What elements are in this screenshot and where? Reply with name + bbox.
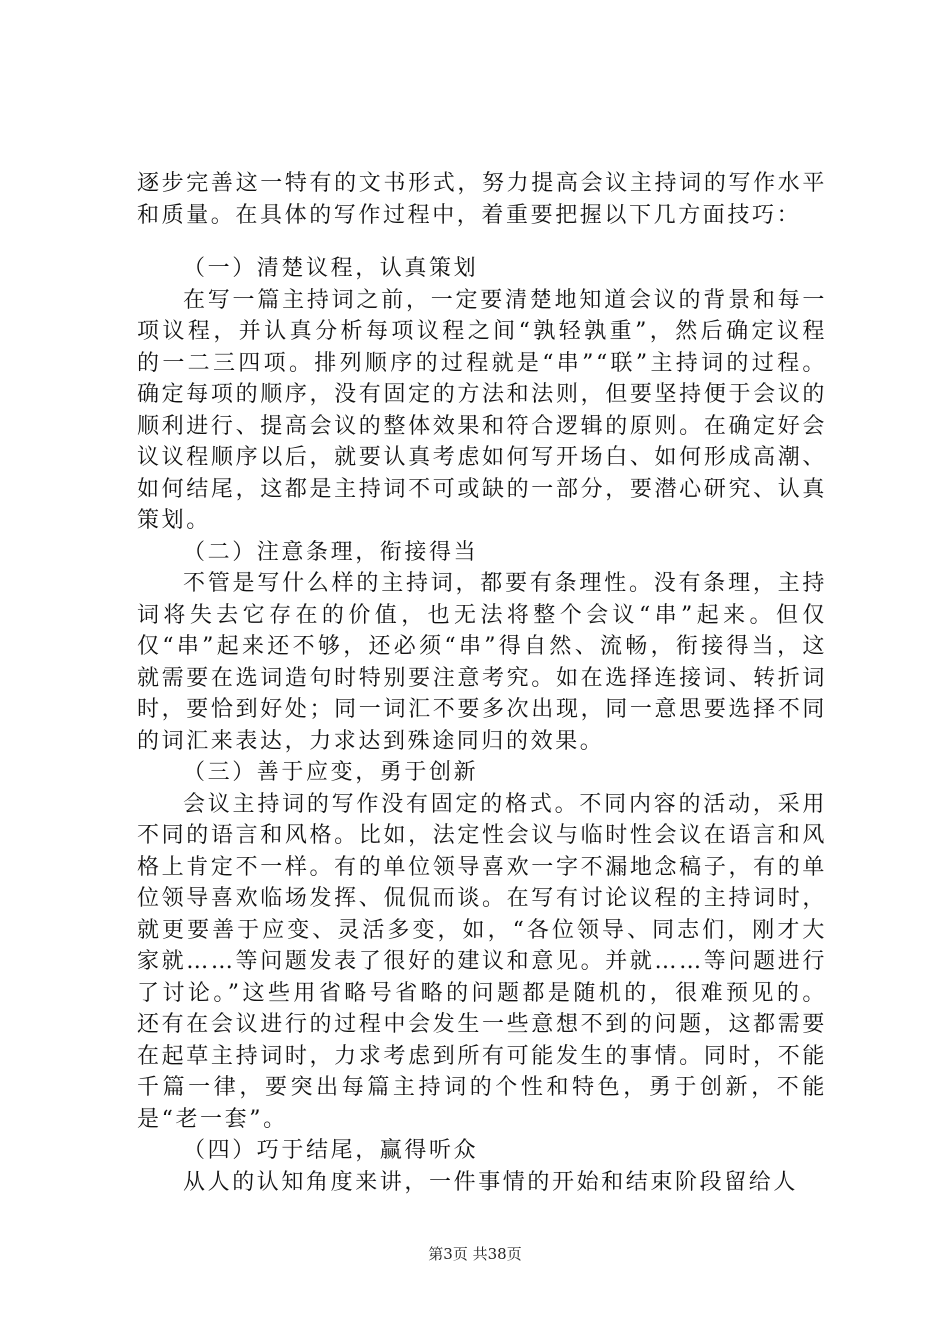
page-footer xyxy=(0,1243,950,1264)
paragraph-section-4: 从人的认知角度来讲，一件事情的开始和结束阶段留给人 xyxy=(183,1169,799,1195)
section-heading-4: （四）巧于结尾，赢得听众 xyxy=(183,1138,479,1163)
paragraph-continuation: 逐步完善这一特有的文书形式，努力提高会议主持词的写作水平和质量。在具体的写作过程中，着重要把握以下几方面技巧： xyxy=(137,171,827,228)
section-heading-2: （二）注意条理，衔接得当 xyxy=(183,539,479,565)
section-heading-1: （一）清楚议程，认真策划 xyxy=(183,256,479,281)
paragraph-section-1: 在写一篇主持词之前，一定要清楚地知道会议的背景和每一项议程，并认真分析每项议程之间“孰轻孰重”，然后确定议程的一二三四项。排列顺序的过程就是“串”“联”主持词的过程。确定每项的顺序，没有固定的方法和法则，但要坚持便于会议的顺利进行、提高会议的整体效果和符合逻辑的原则。在确定好会议议程顺序以后，就要认真考虑如何写开场白、如何形成高潮、如何结尾，这都是主持词不可或缺的一部分，要潜心研究、认真策划。 xyxy=(137,287,827,533)
page-number: 第3页 共38页 xyxy=(428,1245,522,1263)
document-body xyxy=(137,168,827,1198)
paragraph-section-2: 不管是写什么样的主持词，都要有条理性。没有条理，主持词将失去它存在的价值，也无法将整个会议“串”起来。但仅仅“串”起来还不够，还必须“串”得自然、流畅，衔接得当，这就需要在选词造句时特别要注意考究。如在选择连接词、转折词时，要恰到好处；同一词汇不要多次出现，同一意思要选择不同的词汇来表达，力求达到殊途同归的效果。 xyxy=(137,571,827,754)
section-heading-3: （三）善于应变，勇于创新 xyxy=(183,760,479,785)
paragraph-section-3: 会议主持词的写作没有固定的格式。不同内容的活动，采用不同的语言和风格。比如，法定性会议与临时性会议在语言和风格上肯定不一样。有的单位领导喜欢一字不漏地念稿子，有的单位领导喜欢临场发挥、侃侃而谈。在写有讨论议程的主持词时，就更要善于应变、灵活多变，如，“各位领导、同志们，刚才大家就……等问题发表了很好的建议和意见。并就……等问题进行了讨论。”这些用省略号省略的问题都是随机的，很难预见的。还有在会议进行的过程中会发生一些意想不到的问题，这都需要在起草主持词时，力求考虑到所有可能发生的事情。同时，不能千篇一律，要突出每篇主持词的个性和特色，勇于创新，不能是“老一套”。 xyxy=(137,791,827,1132)
